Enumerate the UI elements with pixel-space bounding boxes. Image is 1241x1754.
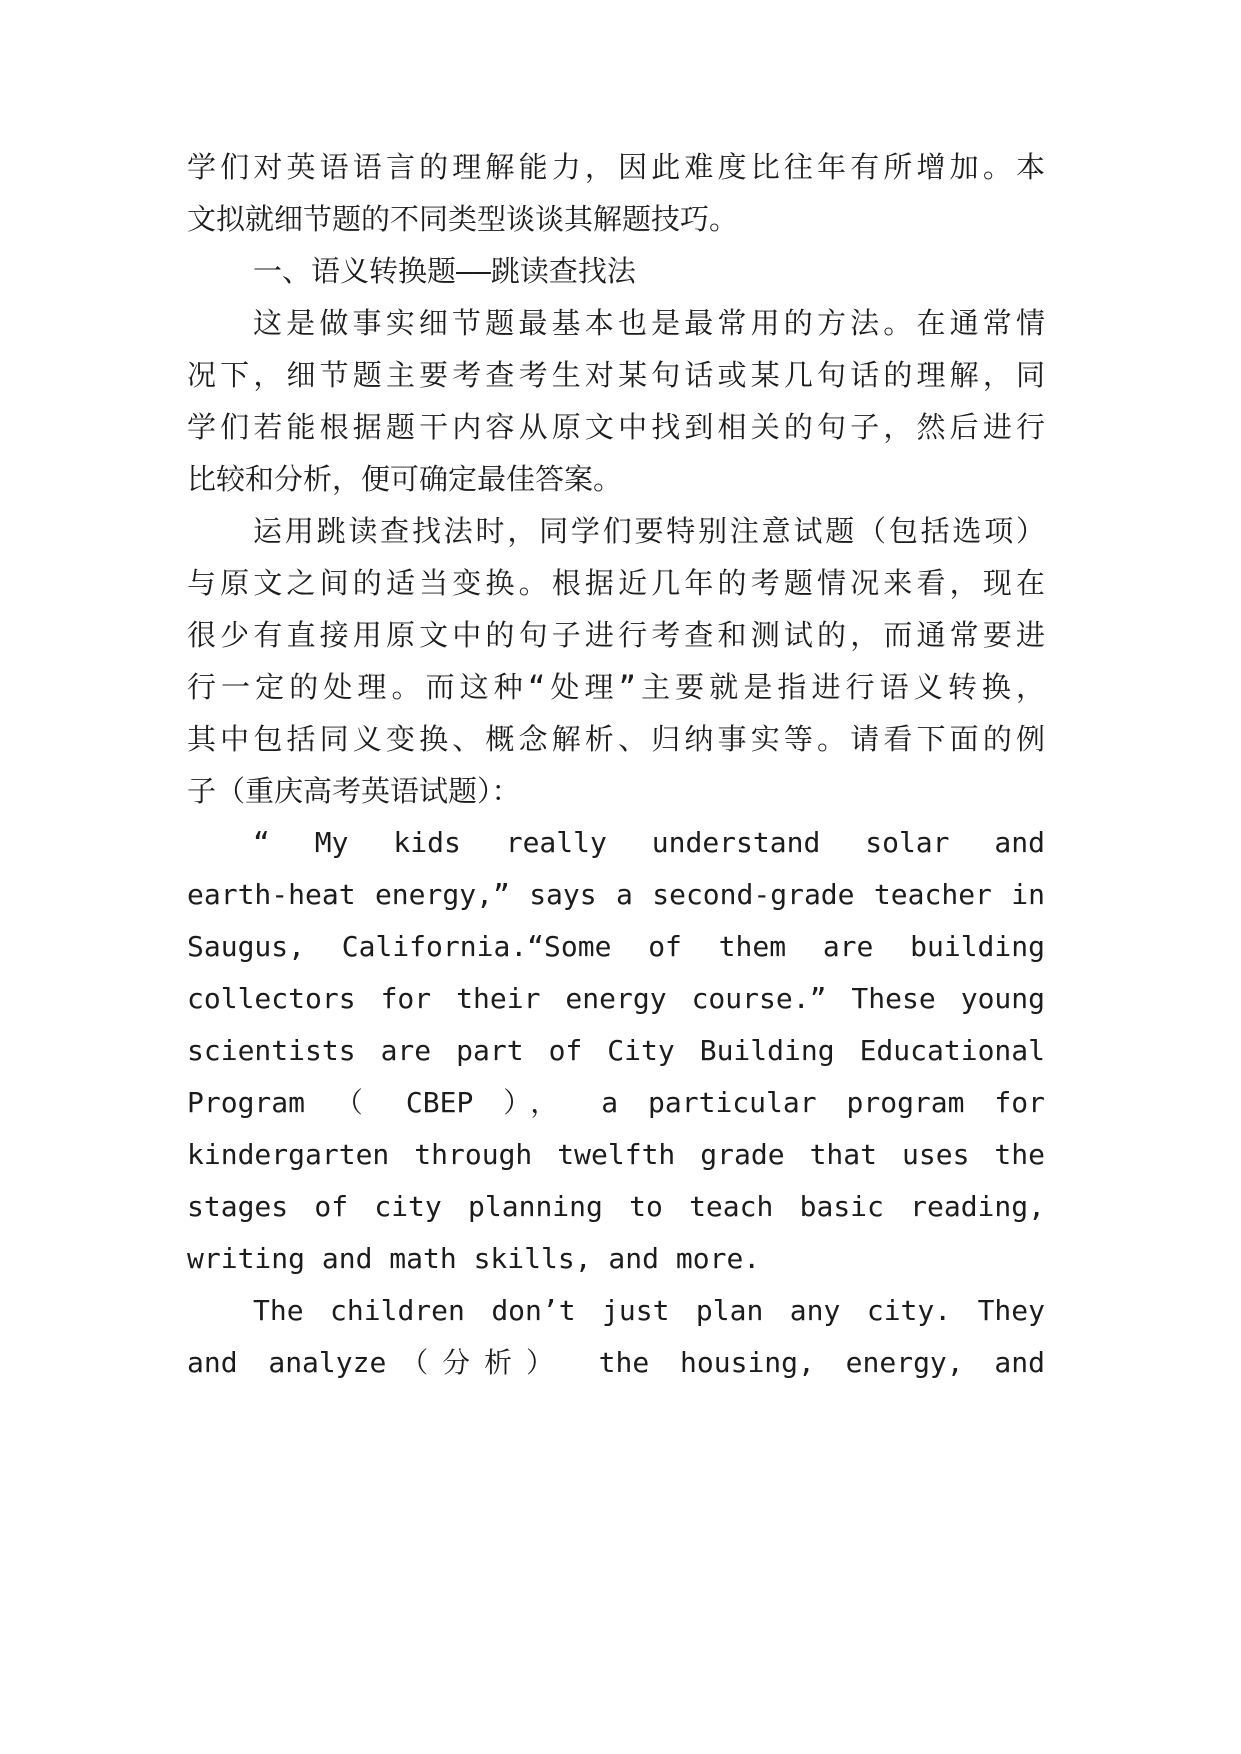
quote-line: earth-heat energy,” says a second-grade teacher in	[187, 878, 1045, 911]
paragraph-line: 学们对英语语言的理解能力，因此难度比往年有所增加。本	[187, 150, 1045, 184]
quote-line: Saugus, California.“Some of them are building	[187, 930, 1045, 963]
paragraph-line: 其中包括同义变换、概念解析、归纳事实等。请看下面的例	[187, 722, 1045, 756]
quote-line: scientists are part of City Building Educational	[187, 1034, 1045, 1067]
quote-line: collectors for their energy course.” These young	[187, 982, 1045, 1015]
quote-line: Program （ CBEP ）， a particular program for	[187, 1086, 1045, 1119]
paragraph-line: 子（重庆高考英语试题）：	[187, 774, 521, 808]
paragraph-line: 运用跳读查找法时，同学们要特别注意试题（包括选项）	[253, 514, 1045, 548]
quote-line: writing and math skills, and more.	[187, 1242, 761, 1275]
quote-line: “ My kids really understand solar and	[253, 826, 1045, 859]
quote-line: The children don’t just plan any city. They	[253, 1294, 1045, 1327]
section-heading: 一、语义转换题——跳读查找法	[253, 254, 636, 288]
quote-line: kindergarten through twelfth grade that uses the	[187, 1138, 1045, 1171]
paragraph-line: 这是做事实细节题最基本也是最常用的方法。在通常情	[253, 306, 1045, 340]
paragraph-line: 文拟就细节题的不同类型谈谈其解题技巧。	[187, 202, 739, 236]
paragraph-line: 与原文之间的适当变换。根据近几年的考题情况来看，现在	[187, 566, 1045, 600]
paragraph-line: 比较和分析，便可确定最佳答案。	[187, 462, 623, 496]
quote-line: and analyze（分析） the housing, energy, and	[187, 1346, 1045, 1379]
paragraph-line: 很少有直接用原文中的句子进行考查和测试的，而通常要进	[187, 618, 1045, 652]
paragraph-line: 行一定的处理。而这种“处理”主要就是指进行语义转换，	[187, 670, 1045, 704]
paragraph-line: 况下，细节题主要考查考生对某句话或某几句话的理解，同	[187, 358, 1045, 392]
quote-line: stages of city planning to teach basic reading,	[187, 1190, 1045, 1223]
paragraph-line: 学们若能根据题干内容从原文中找到相关的句子，然后进行	[187, 410, 1045, 444]
